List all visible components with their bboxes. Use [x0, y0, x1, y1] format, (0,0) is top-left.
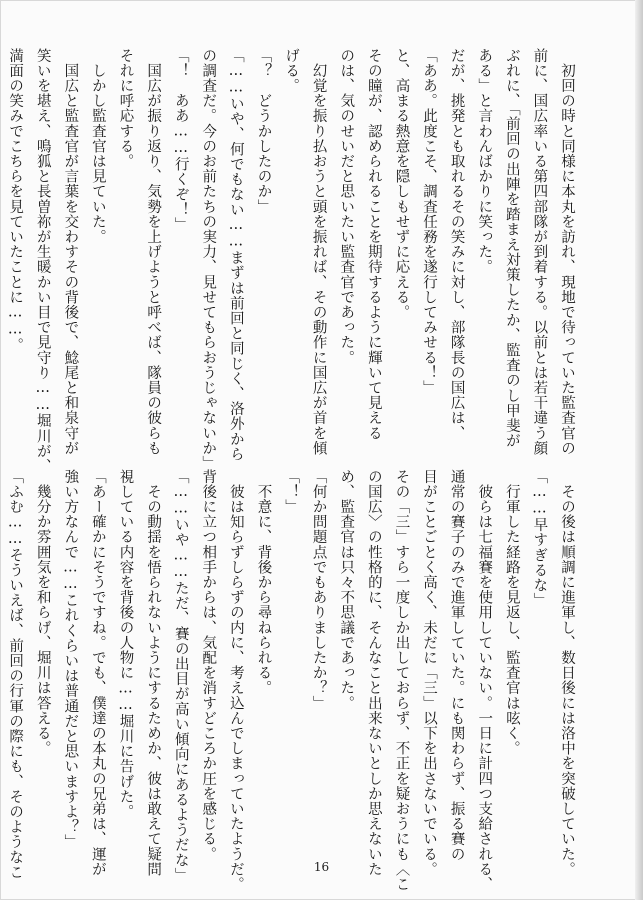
text-line: 「何か問題点でもありましたか？」 [310, 469, 327, 711]
text-line: 幾分か雰囲気を和らげ、堀川は答える。 [34, 469, 51, 756]
text-line [0, 469, 1, 841]
text-line: のは、気のせいだと思いたい監査官であった。 [338, 48, 355, 366]
text-line: げる。 [283, 48, 300, 94]
text-line: と、高まる熱意を隠しもせずに応える。 [393, 48, 410, 320]
text-line: 満面の笑みでこちらを見ていたことに……。 [7, 48, 24, 353]
text-line: ぶれに、「前回の出陣を踏まえ対策したか、監査のし甲斐が [503, 48, 520, 449]
text-line: 笑いを堪え、鳴狐と長曽祢が生暖かい目で見守り……堀川が、 [34, 48, 51, 474]
text-line: 「！」 [283, 469, 300, 515]
text-line: だが、挑発とも取れるその笑みに対し、部隊長の国広は、 [448, 48, 465, 441]
page-number: 16 [313, 860, 330, 874]
text-line: 国広が振り返り、気勢を上げようと呼べば、隊員の彼らも [145, 48, 162, 456]
text-line: 通常の賽子のみで進軍していた。にも関わらず、振る賽の [448, 469, 465, 862]
text-line: ある」と言わんばかりに笑った。 [476, 48, 493, 275]
text-line: 「ああ。此度こそ、調査任務を遂行してみせる！」 [421, 48, 438, 396]
text-line: 不意に、背後から尋ねられる。 [255, 469, 272, 696]
text-line: 「あー確かにそうですね。でも、僕達の本丸の兄弟は、運が [89, 469, 106, 877]
text-line: 初回の時と同様に本丸を訪れ、現地で待っていた監査官の [559, 48, 575, 456]
text-line: 彼は知らずしらずの内に、考え込んでしまっていたようだ。 [227, 469, 244, 892]
text-line: 背後に立つ相手からは、気配を消すどころか圧を感じる。 [200, 469, 217, 862]
text-line: 目がことごとく高く、未だに「三」以下を出さないでいる。 [421, 469, 438, 877]
text-line: 「……いや、何でもない……まずは前回と同じく、洛外から [227, 48, 244, 462]
upper-text-block [0, 48, 580, 474]
text-line: 視している内容を背後の人物に……堀川に告げた。 [117, 469, 134, 820]
text-line: しかし監査官は見ていた。 [89, 48, 106, 245]
text-line: その「三」すら一度しか出しておらず、不正を疑おうにも〈こ [393, 469, 410, 892]
text-line: 幻覚を振り払おうと頭を振れば、その動作に国広が首を傾 [310, 48, 327, 456]
text-line: 彼らは七福賽を使用していない。一日に計四つ支給される、 [476, 469, 493, 892]
text-line: その動揺を悟られないようにするためか、彼は敢えて疑問 [145, 469, 162, 877]
text-line: 「……いや……ただ、賽の出目が高い傾向にあるようだな」 [172, 469, 189, 883]
page-edge-shadow [635, 0, 643, 900]
text-line: 強い方なんで……これくらいは普通だと思いますよ？」 [62, 469, 79, 850]
text-line: 「……早すぎるな」 [531, 469, 548, 608]
text-line: その後は順調に進軍し、数日後には洛中を突破していた。 [559, 469, 575, 877]
text-line: 「！ ああ……行くぞ！」 [172, 48, 189, 233]
text-line: その瞳が、認められることを期待するように輝いて見える [365, 48, 382, 441]
text-line: の調査だ。今のお前たちの実力、見せてもらおうじゃないか」 [200, 48, 217, 471]
text-line: それに呼応する。 [117, 48, 134, 169]
text-line: 「？ どうかしたのか」 [255, 48, 272, 215]
text-line: 「ふむ……そういえば、前回の行軍の際にも、そのようなこ [7, 469, 24, 880]
text-line: の国広〉の性格的に、そんなこと出来ないとしか思えないた [365, 469, 382, 877]
text-line: 国広と監査官が言葉を交わすその背後で、鯰尾と和泉守が [62, 48, 79, 456]
text-line: 行軍した経路を見返し、監査官は呟く。 [503, 469, 520, 756]
text-line [0, 48, 1, 424]
text-line: め、監査官は只々不思議であった。 [338, 469, 355, 711]
text-line: 前に、国広率いる第四部隊が到着する。以前とは若干違う顔 [531, 48, 548, 456]
